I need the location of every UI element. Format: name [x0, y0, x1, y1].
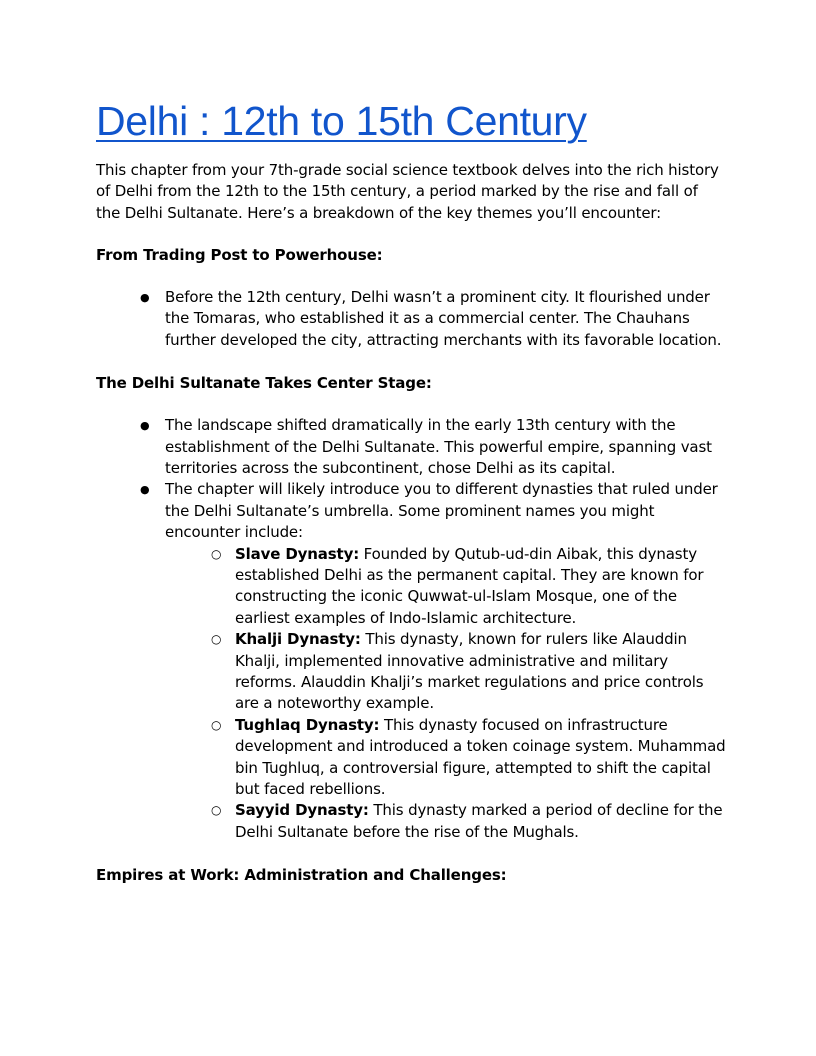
- section-heading-trading-post: From Trading Post to Powerhouse:: [96, 245, 383, 264]
- list-item-dynasties: [96, 479, 726, 843]
- bullet-list-trading-post: [96, 287, 726, 351]
- bullet-list-sultanate: [96, 415, 726, 843]
- title-link[interactable]: Delhi : 12th to 15th Century: [96, 98, 587, 144]
- list-item: ● Before the 12th century, Delhi wasn’t a prominent city. It flourished under the Tomaras, who established it as a commercial center. The Chauhans further developed the city, attracting merchants with its favorable location.: [96, 287, 726, 351]
- dynasty-name: Khalji Dynasty:: [235, 630, 361, 649]
- dynasty-item-tughlaq: [96, 715, 726, 801]
- page-title: [96, 90, 726, 152]
- document-body: [96, 90, 726, 886]
- dynasty-item-slave: [96, 544, 726, 630]
- list-item-text: The chapter will likely introduce you to different dynasties that ruled under the Delhi Sultanate’s umbrella. Some prominent names you might encounter include:: [165, 480, 718, 542]
- dynasty-text: This dynasty, known for rulers like Alauddin Khalji, implemented innovative administrative and military reforms. Alauddin Khalji’s market regulations and price controls are a noteworthy example.: [235, 630, 704, 713]
- dynasty-list: [165, 544, 726, 844]
- dynasty-item-sayyid: [96, 800, 726, 843]
- dynasty-name: Tughlaq Dynasty:: [235, 715, 380, 734]
- dynasty-item-khalji: [96, 629, 726, 715]
- dynasty-name: Sayyid Dynasty:: [235, 801, 369, 820]
- dynasty-name: Slave Dynasty:: [235, 544, 360, 563]
- intro-paragraph: This chapter from your 7th-grade social science textbook delves into the rich history of Delhi from the 12th to the 15th century, a period marked by the rise and fall of the Delhi Sultanate. Here’s a breakdown of the key themes you’ll encounter:: [96, 161, 719, 222]
- section-heading-administration: Empires at Work: Administration and Challenges:: [96, 866, 507, 885]
- section-heading-sultanate: The Delhi Sultanate Takes Center Stage:: [96, 374, 432, 393]
- dynasty-text: This dynasty focused on infrastructure development and introduced a token coinage system. Muhammad bin Tughluq, a controversial figure, attempted to shift the capital but faced rebellions.: [235, 715, 726, 799]
- dynasty-text: This dynasty marked a period of decline for the Delhi Sultanate before the rise of the Mughals.: [235, 801, 723, 841]
- list-item: ● The landscape shifted dramatically in the early 13th century with the establishment of the Delhi Sultanate. This powerful empire, spanning vast territories across the subcontinent, chose Delhi as its capital.: [96, 415, 726, 479]
- dynasty-text: Founded by Qutub-ud-din Aibak, this dynasty established Delhi as the permanent capital. They are known for constructing the iconic Quwwat-ul-Islam Mosque, one of the earliest examples of Indo-Islamic architecture.: [235, 544, 704, 627]
